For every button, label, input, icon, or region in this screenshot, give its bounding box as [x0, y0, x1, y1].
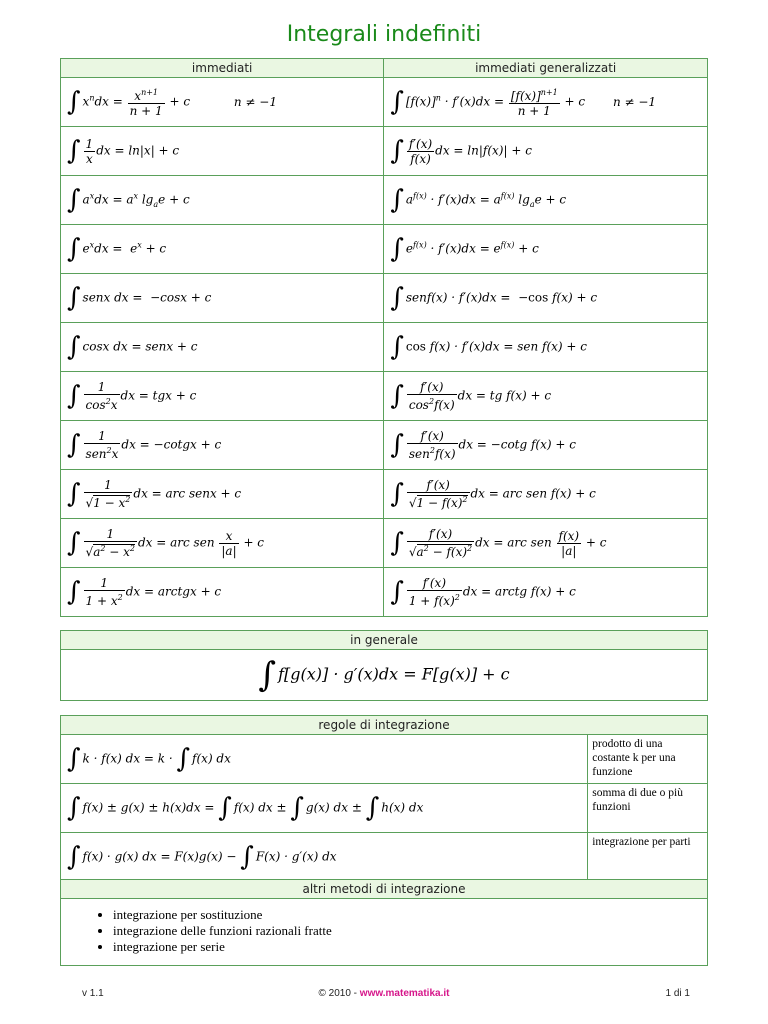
- header-in-generale: in generale: [61, 631, 708, 650]
- formula-rule-constant: ∫ k · f(x) dx = k · ∫ f(x) dx: [61, 735, 588, 784]
- formula-cotangent-generalized: ∫ f′(x) sen$^2$f(x) dx = −cotg f(x) + c: [384, 421, 708, 470]
- formula-sine: ∫ senx dx = −cosx + c: [61, 274, 384, 323]
- general-table: [60, 630, 708, 701]
- formula-reciprocal: ∫ $\frac{1}{x}$ dx = ln|x| + c: [61, 127, 384, 176]
- table-row: [61, 176, 708, 225]
- other-methods-table: [60, 879, 708, 966]
- rule-description: somma di due o più funzioni: [588, 784, 708, 833]
- methods-cell: [61, 899, 708, 966]
- formula-rule-by-parts: ∫ f(x) · g(x) dx = F(x)g(x) − ∫ F(x) · g′(x) dx: [61, 833, 588, 882]
- condition: n ≠ −1: [233, 94, 277, 109]
- table-row: [61, 470, 708, 519]
- formula-arctangent-generalized: ∫ $\frac{f'(x)}{1 + f(x)^2}$ dx = arctg f(x) + c: [384, 568, 708, 617]
- formula-power-generalized: ∫ $[f(x)]^n \cdot f'(x)dx$ = $\frac{[f(x)]^{n+1}}{n + 1}$ + c n ≠ −1: [384, 78, 708, 127]
- header-immediati-generalizzati: immediati generalizzati: [384, 59, 708, 78]
- page-title: Integrali indefiniti: [286, 22, 482, 47]
- formula-cotangent: ∫ 1 sen$^2$x dx = −cotgx + c: [61, 421, 384, 470]
- formula-tangent-generalized: ∫ $\frac{f'(x)}{\cos^2f(x)}$ dx = tg f(x) + c: [384, 372, 708, 421]
- formula-exponential-a-generalized: ∫ $a^{f(x)} \cdot f'(x)dx = a^{f(x)}$ $\lg_ae + c$: [384, 176, 708, 225]
- formula-cosine: ∫ cosx dx = senx + c: [61, 323, 384, 372]
- header-altri-metodi: altri metodi di integrazione: [61, 880, 708, 899]
- table-row: [61, 274, 708, 323]
- formula-arcsine-generalized: ∫ $\frac{f'(x)}{√1 - f(x)^2}$ dx = arc sen f(x) + c: [384, 470, 708, 519]
- formula-reciprocal-generalized: ∫ $\frac{f'(x)}{f(x)}$ dx = ln|f(x)| + c: [384, 127, 708, 176]
- rule-description: prodotto di una costante k per una funzione: [588, 735, 708, 784]
- table-row: [61, 784, 708, 833]
- table-row: [61, 372, 708, 421]
- table-row: [61, 323, 708, 372]
- footer-page-number: 1 di 1: [665, 988, 690, 999]
- formula-exponential-e-generalized: ∫ $e^{f(x)} \cdot f'(x)dx = e^{f(x)} + c$: [384, 225, 708, 274]
- table-row: [61, 127, 708, 176]
- table-row: [61, 421, 708, 470]
- formula-cosine-generalized: ∫ cos f(x) · f′(x)dx = sen f(x) + c: [384, 323, 708, 372]
- footer-version: v 1.1: [82, 988, 104, 999]
- formula-sine-generalized: ∫ senf(x) · f′(x)dx = −cos f(x) + c: [384, 274, 708, 323]
- table-row: [61, 78, 708, 127]
- formula-arctangent: ∫ $\frac{1}{1 + x^2}$ dx = arctgx + c: [61, 568, 384, 617]
- methods-list: [61, 907, 707, 955]
- list-item: • integrazione delle funzioni razionali fratte: [113, 923, 707, 939]
- formula-exponential-a: ∫ $a^xdx = a^x$ $\lg_ae + c$: [61, 176, 384, 225]
- header-immediati: immediati: [61, 59, 384, 78]
- list-item: • integrazione per serie: [113, 939, 707, 955]
- formula-arcsine: ∫ $\frac{1}{√1 - x^2}$ dx = arc senx + c: [61, 470, 384, 519]
- table-row: [61, 568, 708, 617]
- site-link[interactable]: www.matematika.it: [359, 988, 450, 999]
- copyright-text: © 2010 -: [318, 988, 360, 999]
- condition: n ≠ −1: [612, 94, 657, 109]
- header-regole: regole di integrazione: [61, 716, 708, 735]
- list-item: • integrazione per sostituzione: [113, 907, 707, 923]
- formula-rule-sum: ∫ f(x) ± g(x) ± h(x)dx = ∫ f(x) dx ± ∫ g(x) dx ± ∫ h(x) dx: [61, 784, 588, 833]
- rule-description: integrazione per parti: [588, 833, 708, 882]
- table-row: [61, 833, 708, 882]
- formula-arcsine-a-generalized: ∫ $\frac{f'(x)}{√a^2 - f(x)^2}$ dx = arc sen $\frac{f(x)}{|a|}$ + c: [384, 519, 708, 568]
- formula-power: ∫ $x^ndx$ = $\frac{x^{n+1}}{n + 1}$ + c n ≠ −1: [61, 78, 384, 127]
- formula-exponential-e: ∫ $e^xdx = e^x + c$: [61, 225, 384, 274]
- table-row: [61, 225, 708, 274]
- table-row: [61, 735, 708, 784]
- footer-copyright: [0, 988, 768, 999]
- formula-tangent: ∫ $\frac{1}{\cos^2x}$ dx = tgx + c: [61, 372, 384, 421]
- formula-general-substitution: ∫ f[g(x)] · g′(x)dx = F[g(x)] + c: [61, 650, 708, 701]
- formula-arcsine-a: ∫ $\frac{1}{√a^2 - x^2}$ dx = arc sen $\frac{x}{|a|}$ + c: [61, 519, 384, 568]
- rules-table: [60, 715, 708, 882]
- integrals-table: [60, 58, 708, 617]
- table-row: [61, 519, 708, 568]
